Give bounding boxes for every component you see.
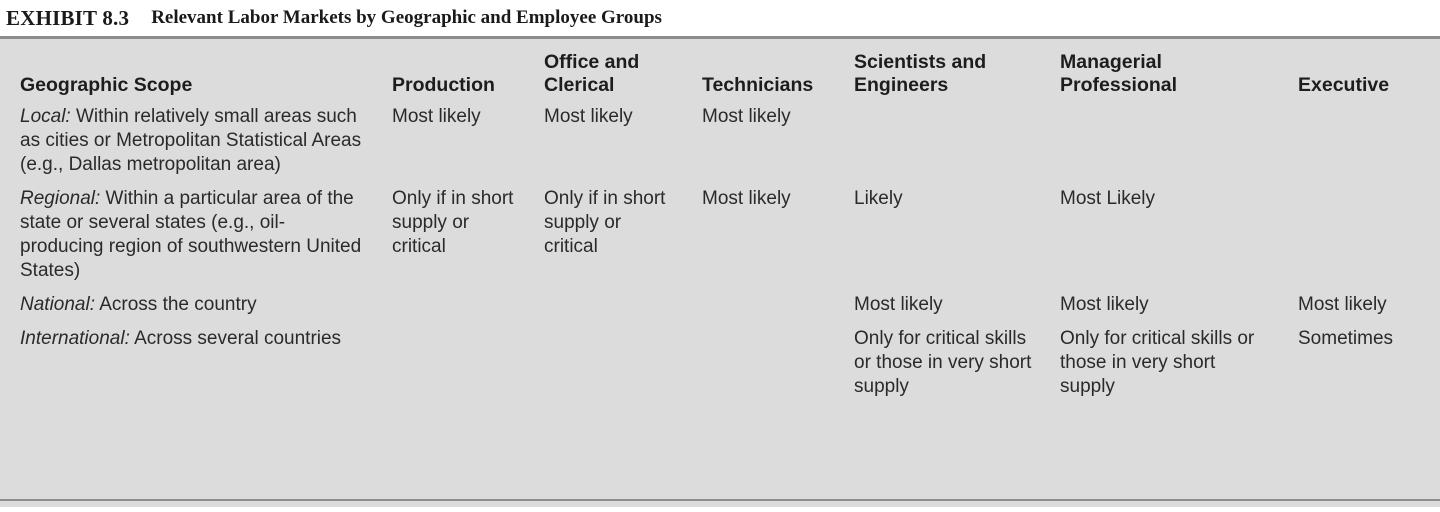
cell-production <box>378 291 530 325</box>
cell-technicians: Most likely <box>702 106 791 127</box>
cell-executive: Sometimes <box>1298 328 1394 349</box>
scope-description: Across the country <box>95 294 257 315</box>
scope-term: Regional: <box>20 188 101 209</box>
column-header-executive: Executive <box>1298 74 1390 96</box>
cell-geographic-scope <box>6 325 378 407</box>
column-header-scientists-and-engineers: Scientists and Engineers <box>854 51 987 96</box>
cell-office-clerical <box>530 291 688 325</box>
exhibit-title: Relevant Labor Markets by Geographic and Employee Groups <box>151 7 662 28</box>
column-header-production: Production <box>392 74 495 96</box>
column-header-office-and-clerical: Office and Clerical <box>544 51 640 96</box>
table-header-row <box>6 47 1434 103</box>
cell-executive <box>1284 185 1434 291</box>
scope-term: Local: <box>20 106 71 127</box>
cell-geographic-scope <box>6 103 378 185</box>
column-header-geographic-scope: Geographic Scope <box>20 74 193 96</box>
column-header-managerial-professional: Managerial Professional <box>1060 51 1178 96</box>
cell-technicians <box>688 325 840 407</box>
table-row <box>6 103 1434 185</box>
exhibit-header <box>0 0 1440 36</box>
exhibit-table-container <box>0 39 1440 507</box>
cell-office-clerical: Most likely <box>544 106 633 127</box>
cell-scientists-engineers: Only for critical skills or those in very short supply <box>854 328 1032 397</box>
cell-scientists-engineers: Most likely <box>854 294 943 315</box>
cell-technicians: Most likely <box>702 188 791 209</box>
cell-geographic-scope <box>6 291 378 325</box>
scope-term: National: <box>20 294 95 315</box>
cell-technicians <box>688 291 840 325</box>
labor-markets-table <box>6 47 1434 407</box>
cell-scientists-engineers: Likely <box>854 188 903 209</box>
table-body <box>6 103 1434 407</box>
cell-production <box>378 325 530 407</box>
cell-managerial-professional: Only for critical skills or those in very short supply <box>1060 328 1255 397</box>
footer-divider-rule <box>0 499 1440 501</box>
cell-office-clerical <box>530 325 688 407</box>
cell-managerial-professional: Most Likely <box>1060 188 1156 209</box>
cell-executive: Most likely <box>1298 294 1387 315</box>
cell-geographic-scope <box>6 185 378 291</box>
cell-managerial-professional <box>1046 103 1284 185</box>
scope-term: International: <box>20 328 130 349</box>
cell-managerial-professional: Most likely <box>1060 294 1149 315</box>
scope-description: Across several countries <box>129 328 342 349</box>
cell-production: Most likely <box>392 106 481 127</box>
cell-office-clerical: Only if in short supply or critical <box>544 188 666 257</box>
table-row <box>6 325 1434 407</box>
table-row <box>6 185 1434 291</box>
cell-production: Only if in short supply or critical <box>392 188 514 257</box>
scope-description: Within a particular area of the state or several states (e.g., oil-producing region of southwestern United States) <box>20 188 362 281</box>
scope-description: Within relatively small areas such as cities or Metropolitan Statistical Areas (e.g., Dallas metropolitan area) <box>20 106 362 175</box>
table-row <box>6 291 1434 325</box>
column-header-technicians: Technicians <box>702 74 814 96</box>
exhibit-number: EXHIBIT 8.3 <box>6 5 130 30</box>
cell-scientists-engineers <box>840 103 1046 185</box>
cell-executive <box>1284 103 1434 185</box>
